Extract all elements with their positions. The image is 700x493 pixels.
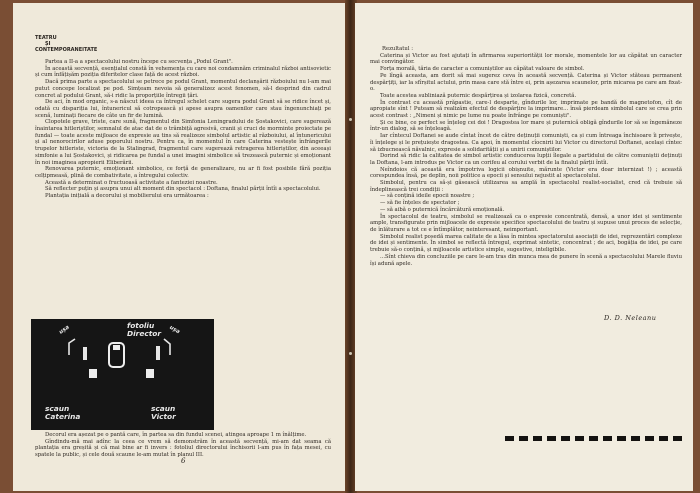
binding-hole — [349, 352, 352, 355]
paragraph: Decorul era așezat pe o pantă care, în partea sa din fundul scenei, atingea aproape 1 m înălțime. — [45, 432, 307, 438]
paragraph: Renovarea puternic, emoționant simbolice, ce forță de generalizare, nu ar fi fost posibile fără poziția celțipmeasă, plină de combativitate, a întregului colectiv. — [35, 166, 331, 179]
section-tag-line: CONTEMPORANEITATE — [35, 47, 98, 53]
door-left-swing — [69, 339, 75, 355]
paragraph: Dacă prima parte a spectacolului se petrece pe podul Grant, momentul declanșării războiului nu l-am mai putut concepe localizat pe pod. Simțeam nevoia să generalizez acest fenomen, să-l desprind din cadrul concret al podului Grant, să-i ridic la proporțiile întregii țări. — [35, 79, 331, 99]
decorative-dash-rule — [505, 436, 688, 442]
door-left-label: ușa — [58, 324, 71, 336]
paragraph: Să reflecter puțin și asupra unui alt moment din spectacol : Doftana, finalul părții întîi a spectacolului. — [45, 186, 321, 193]
paragraph: Plantația inițială a decorului și mobilierului era următoarea : — [45, 193, 209, 200]
door-left-bar — [83, 347, 87, 360]
seat-victor-label: scaun Victor — [151, 404, 176, 421]
chair-caterina — [89, 369, 97, 378]
stage-plan-diagram — [31, 319, 214, 430]
paragraph: Gîndindu-mă mai adînc la ceea ce vrem să demonstrăm în această secvență, mi-am dat seama că plantația era greșită și că mai bine ar fi invers : fotoliul directorului închisorii l-am pus în fața mesei, cu spatele la public, și cele două scaune le-am mutat în planul III. — [35, 438, 331, 459]
paragraph: ...Sînt chieva din concluziile pe care le-am tras din munca mea de punere în scenă a spectacolului Marele fluviu își adună apele. — [370, 253, 682, 267]
paragraph: Neîndoios că această era împotriva logicii obișnuite, mărunte (Victor era doar internizat !) ; această corespundea însă, pe deplin, noii politice a epocii și sensului nejustit al spectacolului. — [370, 166, 682, 180]
door-right-bar — [156, 346, 160, 360]
seat-caterina-label: scaun Caterina — [45, 404, 81, 421]
paragraph: Toate acestea subliniază puternic despărțirea și izolarea fizică, concretă. — [380, 92, 577, 99]
paragraph: Această a determinat o fructuoasă activitate a fanteziei noastre. — [45, 179, 218, 186]
paragraph: În această secvență, esențialul constă în vehemența cu care noi condamnăm criminalul război antisovietic și cum înfățișăm poziția diferitelor clase față de acest război. — [35, 65, 331, 79]
left-page-body-bottom — [35, 432, 331, 459]
section-tag — [35, 35, 125, 53]
right-page — [355, 3, 693, 491]
left-page-body — [35, 59, 331, 200]
page-number: 6 — [181, 457, 186, 465]
section-tag-line: ȘI — [45, 41, 51, 47]
paragraph: Caterina și Victor au fost ajutați în afirmarea superiorității lor morale, momentele lor au căpătat un caracter mai convingător. — [370, 52, 682, 66]
director-armchair-back — [113, 345, 120, 350]
list-item: — să fie înțeles de spectator ; — [380, 200, 460, 207]
paragraph: Simbolul, pentru ca să-și găsească utilizarea sa amplă în spectacolul realist-socialist, cred că trebuie să îndeplinească trei condiții : — [370, 180, 682, 193]
paragraph: Simbolul realist posedă marea calitate de a lăsa în mintea spectatorului asociații de idei, reprezentări complexe de idei și sentimente. În simbol se reflectă întregul, exprimat sintetic, concentrat ; de aci, bogăția de idei, pe care trebuie să-o conțină, și mijloacele artistice simple, sugestive, inteligibile. — [370, 233, 682, 254]
paragraph: În contrast cu această prăpastie, care-l desparte, gîndurile lor, imprimate pe bandă de magnetofon, cît de apropiate sînt ! Puteam să realizăm efectul de despărțire la imprimare... însă pierdeam simbolul care se crea prin acest contrast : „Nimeni și nimic pe lume nu poate înfrânge pe comuniști". — [370, 99, 682, 120]
list-item: — să conțină ideile epocii noastre ; — [380, 193, 475, 200]
paragraph: Pe lîngă aceasta, am dorit să mai sugerez ceva în această secvență. Caterina și Victor stăteau permanent despărțiți, iar la sfîrșitul actului, prin masa care stă între ei, prin așezarea scaunelor, prin micarea pe care am fixat-o. — [370, 72, 682, 93]
paragraph: Partea a II-a a spectacolului nostru începe cu secvența „Podul Grant". — [45, 59, 233, 65]
paragraph: Și ce bine, ce perfect se înțeleg cei doi ! Dragostea lor mare și puternică obligă gîndurile lor să se îngemăneze într-un dialog, să se înțeleagă. — [370, 119, 682, 133]
paragraph: De aci, în mod organic, s-a născut ideea ca întregul schelet care sugera podul Grant să se ridice încet și, odată cu dispariția lui, întunericul să cotropească și apese asupra oamenilor care stau îngenunchiați pe scenă, luminați fiecare de câte un fir de lumină. — [35, 99, 331, 119]
list-item: — să aibă o puternică încărcătură emoțională. — [380, 206, 505, 213]
binding-hole — [349, 118, 352, 121]
paragraph: Iar cîntecul Doftanei se aude cîntat încet de către deținuții comuniști, ca și cum întreaga închisoare îi privește, îi înțelege și le prețuiește dragostea. Ca apoi, în momentul cîocnirii lui Victor cu directorul Doftanei, același cîntec să izbucnească năvalnic, expresie a solidarității și a unirii comuniștilor. — [370, 133, 682, 153]
section-tag-line: TEATRU — [35, 35, 57, 41]
director-armchair-label: fotoliu Director — [127, 321, 161, 338]
right-page-body — [370, 46, 682, 267]
door-right-swing — [164, 339, 170, 355]
chair-victor — [146, 369, 154, 378]
left-page — [13, 3, 347, 491]
paragraph: Clopotele grave, triste, care sună, fragmentul din Simfonia Leningradului de Șostakovici, care sugerează înaintarea hitleriștilor, semnalul de atac dat de o trâmbiță agresivă, cranii și cruci de morminte proiectate pe fundal — toate aceste mijloace de expresie au tins să realizeze simbolul artistic al războiului, al întunericului și al nenorocirilor aduse poporului nostru. Pentru ca, în momentul în care Caterina vestește înfrângerile trupelor hitleriste, victoria de la Stalingrad, fragmentul care sugerează retragerea hitleriștilor, din aceeași simfonie a lui Șostakovici, și ridicarea pe fundal a unei imagini simbolice să trezească puternic și emoționant în noi imaginea apropierii Eliberării. — [35, 119, 331, 166]
paragraph: Forța morală, tăria de caracter a comuniștilor au căpătat valoare de simbol. — [380, 66, 585, 73]
paragraph: Dorind să ridic la calitatea de simbol artistic conducerea lupții îlegale a partidului de către comuniștii deținuți la Doftana, l-am introdus pe Victor ca un corifeu al corului verbit de la finalul părții întîi. — [370, 153, 682, 166]
door-right-label: ușa — [168, 324, 181, 336]
author-signature: D. D. Neleanu — [604, 314, 657, 322]
paragraph: În spectacolul de teatru, simbolul se realizează ca o expresie concentrată, densă, a unor idei și sentimente ample, transfigurate prin mijloacele de expresie specifice spectacolului de teatru și supuse unui proces de selecție, de înlăturare a tot ce e întîmplător, neinteresant, neimportant. — [370, 213, 682, 233]
paragraph: Rezultatul : — [382, 46, 414, 52]
